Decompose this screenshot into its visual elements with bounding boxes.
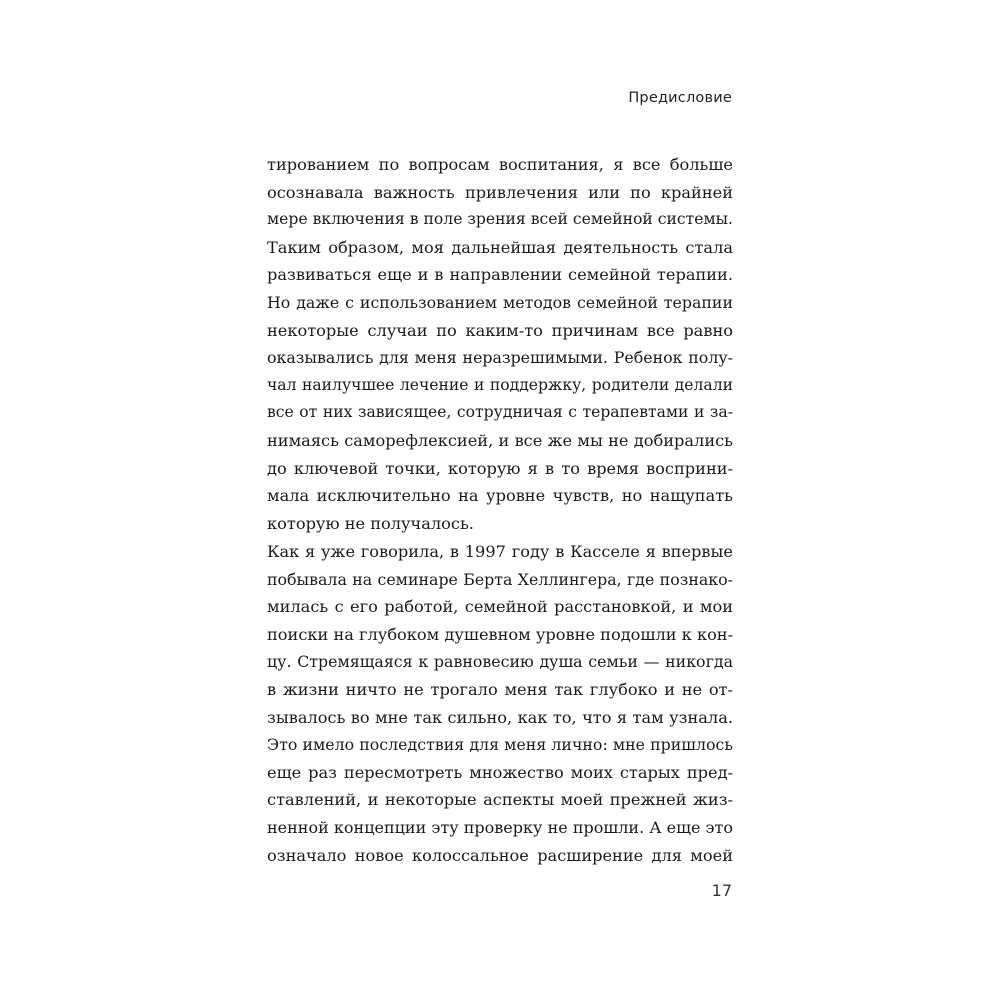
text-line: цу. Стремящаяся к равновесию душа семьи — никогда [267,652,733,672]
running-header: Предисловие [628,90,732,106]
text-line: Это имело последствия для меня лично: мне пришлось [267,735,733,755]
text-line: которую не получалось. [267,513,474,533]
text-line: милась с его работой, семейной расстановкой, и мои [267,597,733,617]
paragraph-1 [267,151,733,537]
text-line: оказывались для меня неразрешимыми. Ребенок полу- [267,348,733,368]
text-line: тированием по вопросам воспитания, я все больше [267,155,733,174]
page-number: 17 [711,881,732,900]
text-line: мере включения в поле зрения всей семейной системы. [267,210,733,229]
paragraph-2 [267,538,733,869]
text-line: развиваться еще и в направлении семейной терапии. [267,265,733,285]
text-line: ненной концепции эту проверку не прошли. А еще это [267,817,733,837]
text-line: мала исключительно на уровне чувств, но нащупать [267,486,733,506]
text-line: еще раз пересмотреть множество моих старых пред- [267,762,733,782]
text-line: поиски на глубоком душевном уровне подошли к кон- [267,624,734,644]
text-line: некоторые случаи по каким-то причинам все равно [267,320,733,340]
text-line: в жизни ничто не трогало меня так глубоко и не от- [267,679,733,699]
text-line: все от них зависящее, сотрудничая с терапевтами и за- [267,403,733,422]
text-line: осознавала важность привлечения или по крайней [267,182,733,202]
text-line: чал наилучшее лечение и поддержку, родители делали [267,375,733,394]
text-line: ставлений, и некоторые аспекты моей прежней жиз- [267,790,733,810]
text-line: Как я уже говорила, в 1997 году в Касселе я впервые [267,542,733,561]
text-line: нимаясь саморефлексией, и все же мы не добирались [267,430,733,450]
text-line: зывалось во мне так сильно, как то, что я там узнала. [267,707,733,727]
text-line: до ключевой точки, которую я в то время восприни- [267,458,733,478]
text-line: означало новое колоссальное расширение для моей [267,845,733,865]
text-line: Таким образом, моя дальнейшая деятельность стала [267,237,733,257]
text-line: Но даже с использованием методов семейной терапии [267,292,733,312]
text-line: побывала на семинаре Берта Хеллингера, где познако- [267,569,733,589]
